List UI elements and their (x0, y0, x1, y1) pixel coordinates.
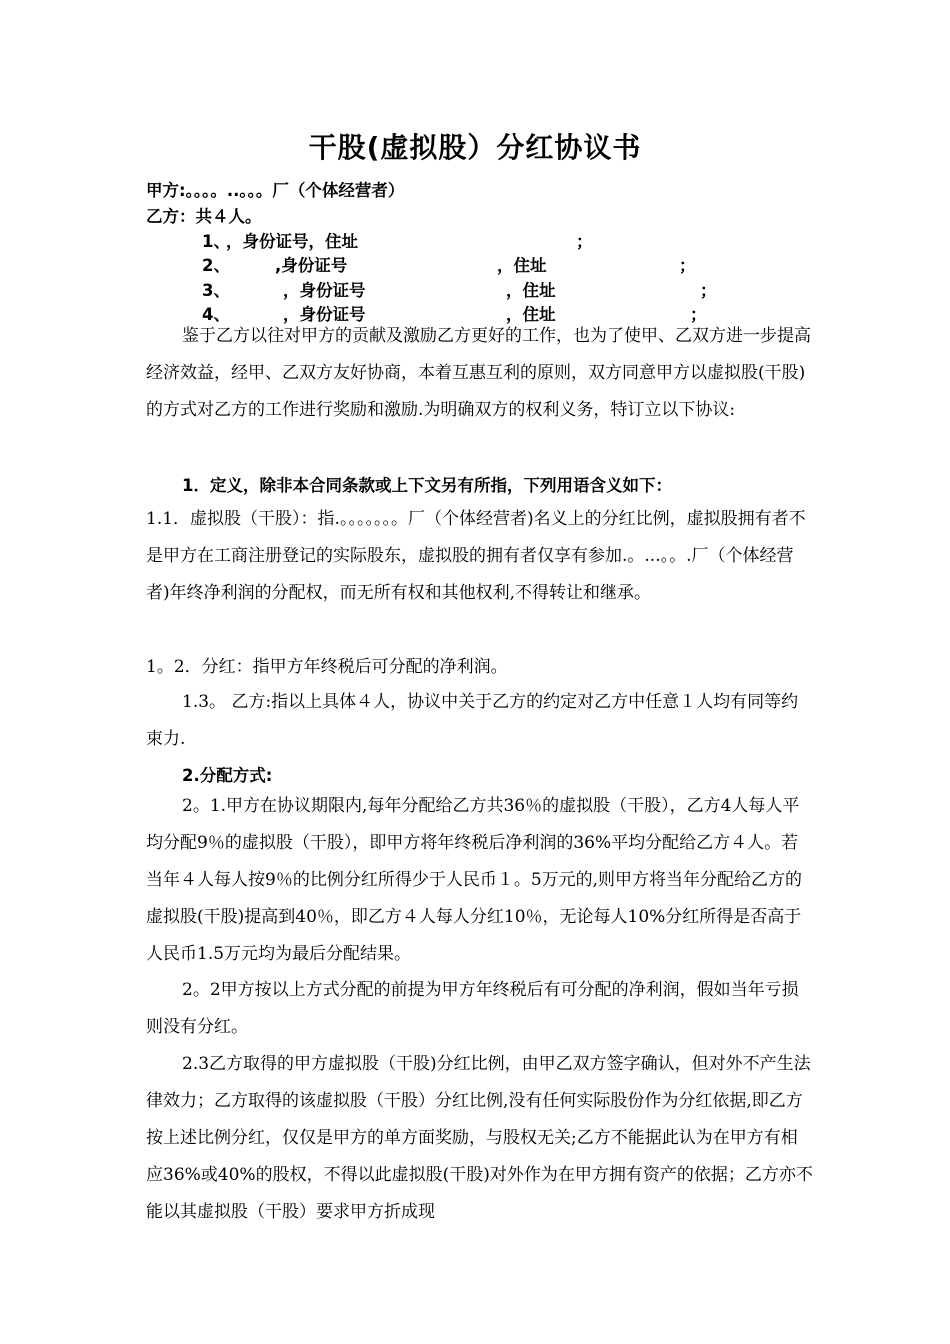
member-id-label: ,身份证号 (275, 256, 348, 275)
member-number: 1、 (202, 232, 230, 251)
member-id-label: ，身份证号 (283, 305, 366, 324)
member-terminator: ； (690, 305, 707, 324)
member-terminator: ； (679, 256, 696, 275)
member-row-2 (0, 252, 950, 276)
section-1-heading: 1．定义，除非本合同条款或上下文另有所指，下列用语含义如下： (182, 476, 672, 495)
party-a-line: 甲方:。。。。..。。。厂（个体经营者） (146, 181, 405, 200)
member-number: 4、 (202, 305, 230, 324)
member-row-3 (0, 277, 950, 301)
intro-paragraph: 鉴于乙方以往对甲方的贡献及激励乙方更好的工作，也为了使甲、乙双方进一步提高经济效益，经甲、乙双方友好协商，本着互惠互利的原则，双方同意甲方以虚拟股(干股)的方式对乙方的工作进行奖励和激励.为明确双方的权利义务，特订立以下协议: (146, 326, 811, 420)
member-number: 2、 (202, 256, 230, 275)
member-terminator: ； (576, 232, 593, 251)
clause-2-3: 2.3乙方取得的甲方虚拟股（干股)分红比例，由甲乙双方签字确认，但对外不产生法律效力；乙方取得的该虚拟股（干股）分红比例,没有任何实际股份作为分红依据,即乙方按上述比例分红，仅仅是甲方的单方面奖励，与股权无关;乙方不能据此认为在甲方有相应36%或40%的股权，不得以此虚拟股(干股)对外作为在甲方拥有资产的依据；乙方亦不能以其虚拟股（干股）要求甲方折成现 (146, 1054, 813, 1222)
clause-1-1: 1.1．虚拟股（干股）：指.。。。。。。。厂（个体经营者)名义上的分红比例，虚拟股拥有者不是甲方在工商注册登记的实际股东，虚拟股的拥有者仅享有参加.。...。。.厂（个体经营者)年终净利润的分配权，而无所有权和其他权利,不得转让和继承。 (146, 509, 806, 603)
party-b-line: 乙方：共４人。 (146, 207, 262, 226)
clause-1-3: 1.3。 乙方:指以上具体４人，协议中关于乙方的约定对乙方中任意１人均有同等约束力. (146, 692, 799, 749)
member-address-label: ，住址 (506, 305, 556, 324)
member-row-1 (0, 228, 950, 252)
member-number: 3、 (202, 281, 230, 300)
member-id-label: ，身份证号，住址 (226, 232, 358, 251)
member-terminator: ； (700, 281, 717, 300)
member-address-label: ，住址 (497, 256, 547, 275)
clause-2-1: 2。1.甲方在协议期限内,每年分配给乙方共36％的虚拟股（干股），乙方4人每人平均分配9％的虚拟股（干股），即甲方将年终税后净利润的36%平均分配给乙方４人。若当年４人每人按9％的比例分红所得少于人民币１。5万元的,则甲方将当年分配给乙方的虚拟股(干股)提高到40％，即乙方４人每人分红10％，无论每人10%分红所得是否高于人民币1.5万元均为最后分配结果。 (146, 796, 803, 964)
section-2-heading: 2.分配方式: (182, 766, 273, 785)
clause-1-2: 1。2．分红：指甲方年终税后可分配的净利润。 (146, 657, 508, 677)
clause-2-2: 2。2甲方按以上方式分配的前提为甲方年终税后有可分配的净利润，假如当年亏损则没有分红。 (146, 980, 799, 1037)
page-title: 干股(虚拟股）分红协议书 (308, 131, 642, 164)
member-address-label: ，住址 (506, 281, 556, 300)
member-id-label: ，身份证号 (283, 281, 366, 300)
